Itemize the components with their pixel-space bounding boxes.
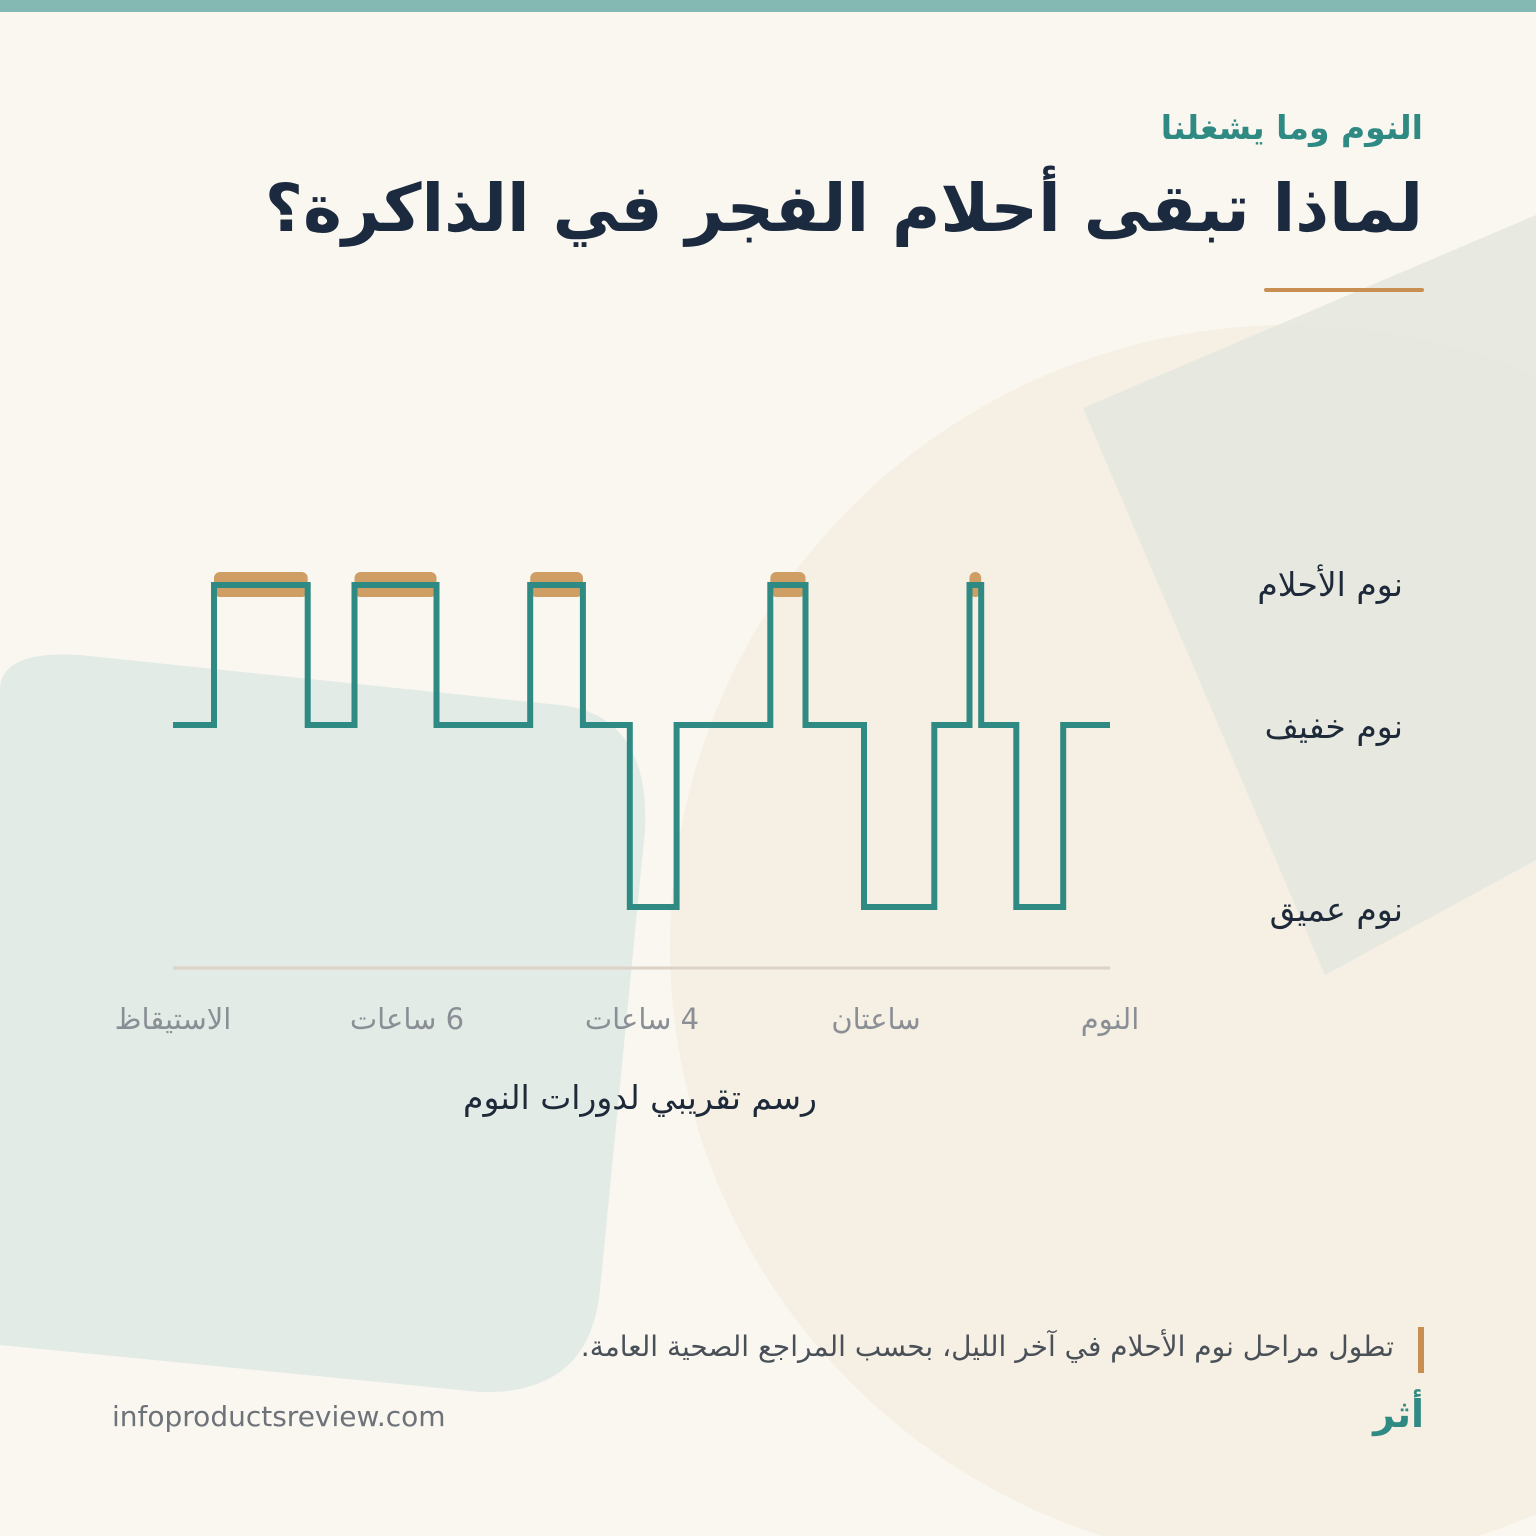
x-tick-label-4h: 4 ساعات (584, 1002, 700, 1036)
x-tick-label-wake: الاستيقاظ (114, 1002, 232, 1036)
chart-caption: رسم تقريبي لدورات النوم (463, 1078, 817, 1117)
website-link[interactable]: infoproductsreview.com (112, 1400, 446, 1433)
x-tick-label-2h: ساعتان (831, 1002, 921, 1036)
note-accent-bar (1418, 1327, 1424, 1373)
x-tick-label-6h: 6 ساعات (349, 1002, 465, 1036)
footnote: تطول مراحل نوم الأحلام في آخر الليل، بحسب المراجع الصحية العامة. (580, 1330, 1394, 1363)
hypnogram-line (173, 585, 1110, 907)
eyebrow-label: النوم وما يشغلنا (1160, 108, 1423, 147)
rem-bands (214, 572, 981, 597)
x-tick-label-sleep: النوم (1080, 1002, 1140, 1036)
page-title: لماذا تبقى أحلام الفجر في الذاكرة؟ (264, 170, 1423, 247)
y-label-light: نوم خفيف (1264, 707, 1403, 746)
brand-logo: أثر (1373, 1392, 1424, 1436)
y-label-deep: نوم عميق (1269, 890, 1403, 929)
y-label-rem: نوم الأحلام (1257, 565, 1403, 604)
